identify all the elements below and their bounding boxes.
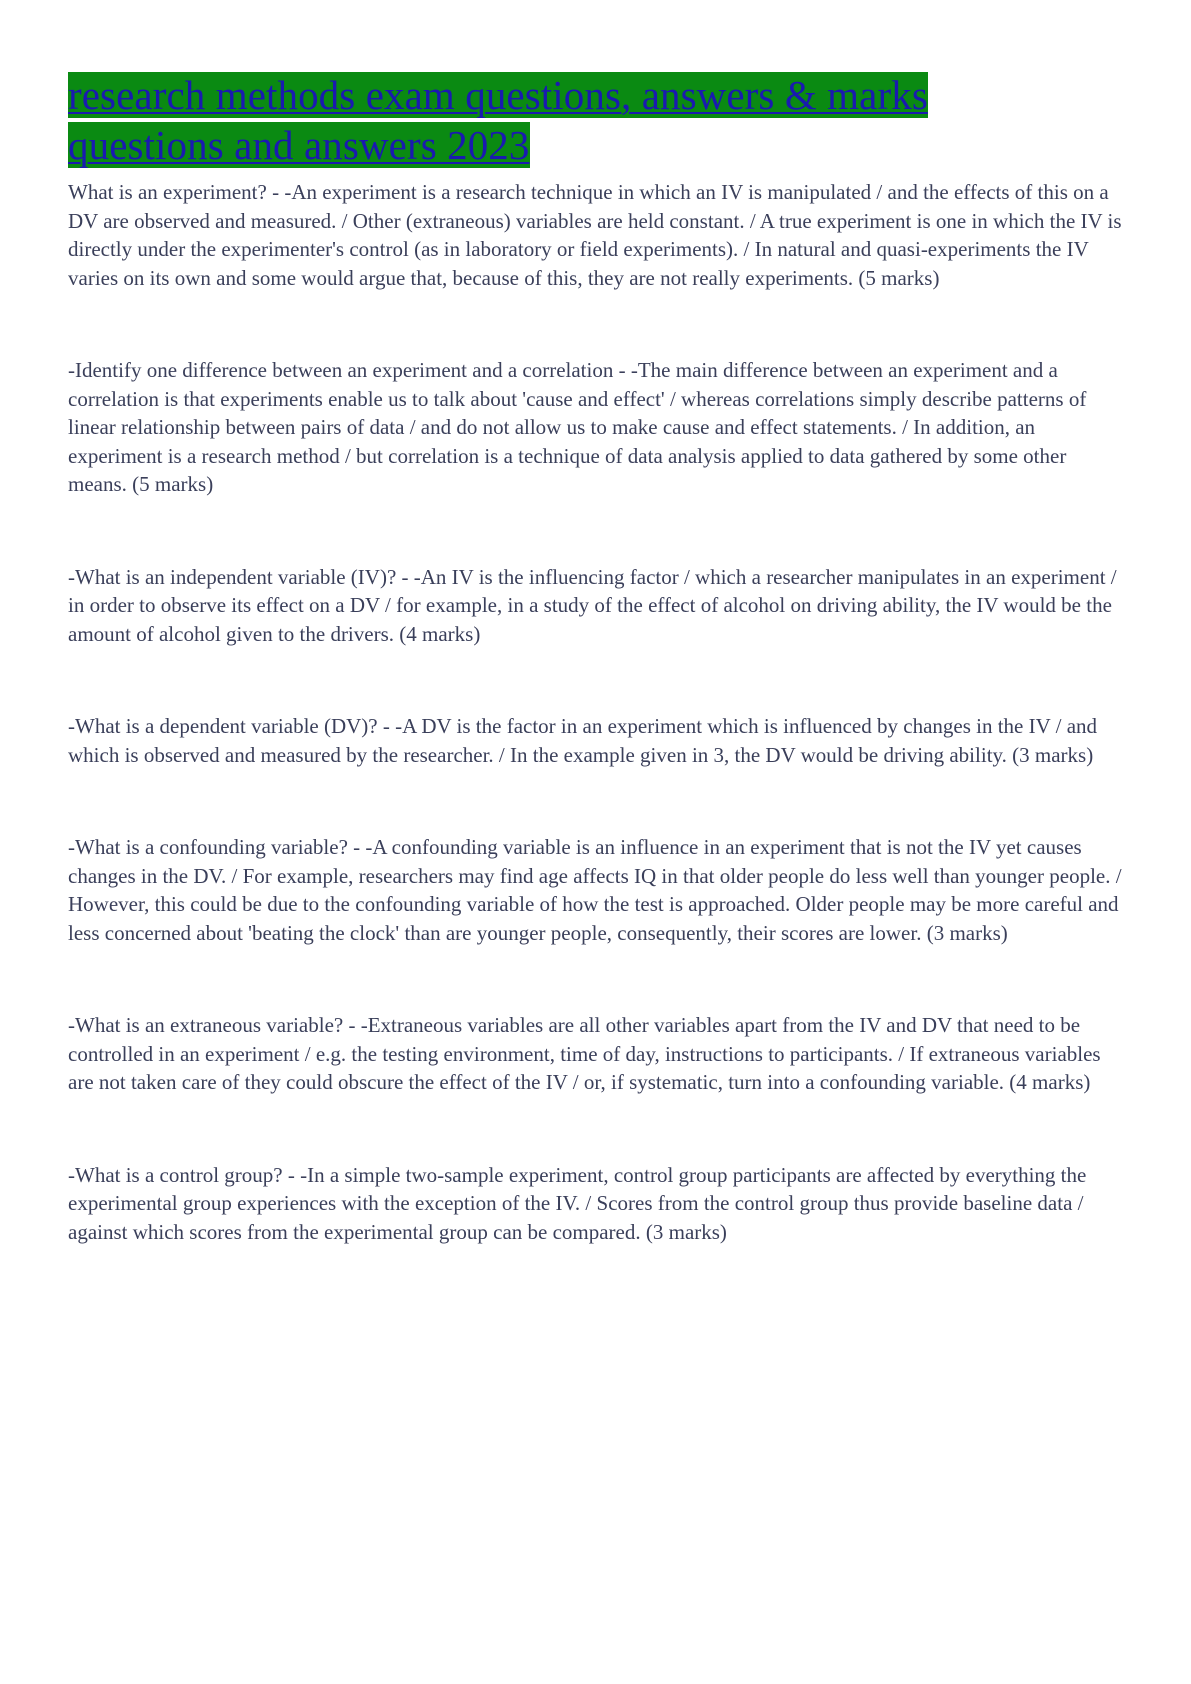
qa-entry-extraneous-variable: -What is an extraneous variable? - -Extraneous variables are all other variables apart from the IV and DV that need to be controlled in an experiment / e.g. the testing environment, time of day, instructions to participants. / If extraneous variables are not taken care of they could obscure the effect of the IV / or, if systematic, turn into a confounding variable. (4 marks): [68, 1013, 1101, 1094]
qa-entry-independent-variable: -What is an independent variable (IV)? - -An IV is the influencing factor / which a researcher manipulates in an experiment / in order to observe its effect on a DV / for example, in a study of the effect of alcohol on driving ability, the IV would be the amount of alcohol given to the drivers. (4 marks): [68, 564, 1117, 646]
document-page: [68, 70, 1128, 1246]
qa-entry-dependent-variable: -What is a dependent variable (DV)? - -A DV is the factor in an experiment which is influenced by changes in the IV / and which is observed and measured by the researcher. / In the example given in 3, the DV would be driving ability. (3 marks): [68, 714, 1098, 767]
qa-entry-experiment-vs-correlation: -Identify one difference between an experiment and a correlation - -The main difference between an experiment and a correlation is that experiments enable us to talk about 'cause and effect' / whereas correlations simply describe patterns of linear relationship between pairs of data / and do not allow us to make cause and effect statements. / In addition, an experiment is a research method / but correlation is a technique of data analysis applied to data gathered by some other means. (5 marks): [68, 358, 1087, 496]
document-title: [68, 70, 1128, 170]
qa-entry-experiment: What is an experiment? - -An experiment is a research technique in which an IV is manipulated / and the effects of this on a DV are observed and measured. / Other (extraneous) variables are held constant. / A true experiment is one in which the IV is directly under the experimenter's control (as in laboratory or field experiments). / In natural and quasi-experiments the IV varies on its own and some would argue that, because of this, they are not really experiments. (5 marks): [68, 180, 1122, 290]
title-link-line-1[interactable]: research methods exam questions, answers & marks: [68, 72, 928, 118]
title-link-line-2[interactable]: questions and answers 2023: [68, 122, 530, 168]
qa-entry-control-group: -What is a control group? - -In a simple two-sample experiment, control group participants are affected by everything the experimental group experiences with the exception of the IV. / Scores from the control group thus provide baseline data / against which scores from the experimental group can be compared. (3 marks): [68, 1162, 1087, 1244]
qa-entry-confounding-variable: -What is a confounding variable? - -A confounding variable is an influence in an experiment that is not the IV yet causes changes in the DV. / For example, researchers may find age affects IQ in that older people do less well than younger people. / However, this could be due to the confounding variable of how the test is approached. Older people may be more careful and less concerned about 'beating the clock' than are younger people, consequently, their scores are lower. (3 marks): [68, 835, 1122, 945]
